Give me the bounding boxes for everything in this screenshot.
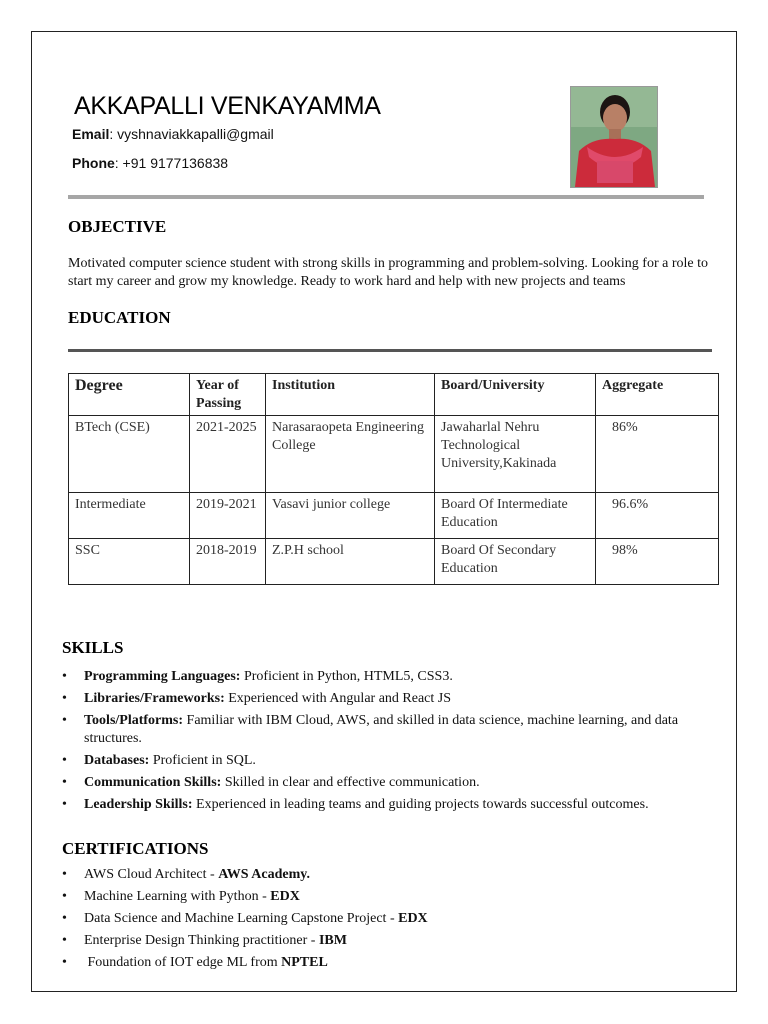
table-row	[69, 493, 719, 539]
board-cell: Jawaharlal Nehru Technological University,Kakinada	[435, 416, 596, 493]
skill-text: Experienced in leading teams and guiding projects towards successful outcomes.	[192, 797, 649, 812]
phone-label: Phone	[72, 155, 115, 171]
list-item	[62, 668, 712, 686]
table-row	[69, 539, 719, 585]
header-year: Year of Passing	[190, 374, 266, 416]
education-divider	[68, 349, 712, 352]
list-item	[62, 910, 712, 928]
phone-value: : +91 9177136838	[114, 155, 229, 171]
year-cell: 2019-2021	[190, 493, 266, 539]
skill-label: Programming Languages:	[84, 669, 241, 684]
cert-issuer: EDX	[398, 911, 428, 926]
skill-label: Leadership Skills:	[84, 797, 193, 812]
cert-text: Enterprise Design Thinking practitioner -	[84, 933, 319, 948]
list-item	[62, 690, 712, 708]
list-item	[62, 888, 712, 906]
list-item	[62, 954, 712, 972]
cert-issuer: IBM	[318, 933, 347, 948]
candidate-name: AKKAPALLI VENKAYAMMA	[74, 92, 381, 120]
header-institution: Institution	[266, 374, 435, 416]
email-line	[72, 126, 274, 142]
education-heading: EDUCATION	[68, 308, 171, 327]
list-item	[62, 774, 712, 792]
skill-text: Proficient in Python, HTML5, CSS3.	[240, 669, 453, 684]
list-item	[62, 866, 712, 884]
year-cell: 2021-2025	[190, 416, 266, 493]
list-item	[62, 712, 712, 748]
email-label: Email	[72, 126, 110, 142]
board-cell: Board Of Intermediate Education	[435, 493, 596, 539]
header-aggregate: Aggregate	[596, 374, 719, 416]
degree-cell: SSC	[69, 539, 190, 585]
cert-issuer: AWS Academy.	[218, 867, 310, 882]
cert-text: Machine Learning with Python -	[84, 889, 271, 904]
list-item	[62, 796, 712, 814]
cert-text: AWS Cloud Architect -	[84, 867, 219, 882]
board-cell: Board Of Secondary Education	[435, 539, 596, 585]
profile-photo	[570, 86, 658, 188]
objective-heading: OBJECTIVE	[68, 217, 167, 236]
institution-cell: Z.P.H school	[266, 539, 435, 585]
list-item	[62, 932, 712, 950]
skill-text: Familiar with IBM Cloud, AWS, and skilled in data science, machine learning, and data structures.	[84, 713, 679, 746]
skill-label: Communication Skills:	[84, 775, 222, 790]
table-row	[69, 416, 719, 493]
skill-label: Libraries/Frameworks:	[84, 691, 225, 706]
degree-cell: Intermediate	[69, 493, 190, 539]
table-header-row	[69, 374, 719, 416]
institution-cell: Narasaraopeta Engineering College	[266, 416, 435, 493]
header-divider	[68, 195, 704, 199]
certifications-list	[62, 866, 712, 976]
header-degree: Degree	[69, 374, 190, 416]
skills-list	[62, 668, 712, 818]
cert-issuer: EDX	[270, 889, 300, 904]
degree-cell: BTech (CSE)	[69, 416, 190, 493]
header-board: Board/University	[435, 374, 596, 416]
skill-label: Databases:	[84, 753, 150, 768]
cert-issuer: NPTEL	[281, 955, 328, 970]
objective-text: Motivated computer science student with strong skills in programming and problem-solving. Looking for a role to start my career and grow my knowledge. Ready to work hard and help with new projects and teams	[68, 256, 708, 289]
aggregate-cell: 96.6%	[596, 493, 719, 539]
phone-line	[72, 155, 228, 171]
cert-text: Foundation of IOT edge ML from	[84, 955, 282, 970]
education-table	[68, 373, 719, 585]
skills-heading: SKILLS	[62, 638, 124, 657]
aggregate-cell: 98%	[596, 539, 719, 585]
institution-cell: Vasavi junior college	[266, 493, 435, 539]
certifications-heading: CERTIFICATIONS	[62, 839, 209, 858]
cert-text: Data Science and Machine Learning Capstone Project -	[84, 911, 399, 926]
skill-text: Experienced with Angular and React JS	[224, 691, 452, 706]
year-cell: 2018-2019	[190, 539, 266, 585]
email-value: : vyshnaviakkapalli@gmail	[109, 126, 274, 142]
skill-text: Skilled in clear and effective communication.	[221, 775, 480, 790]
skill-label: Tools/Platforms:	[84, 713, 184, 728]
list-item	[62, 752, 712, 770]
aggregate-cell: 86%	[596, 416, 719, 493]
skill-text: Proficient in SQL.	[149, 753, 256, 768]
